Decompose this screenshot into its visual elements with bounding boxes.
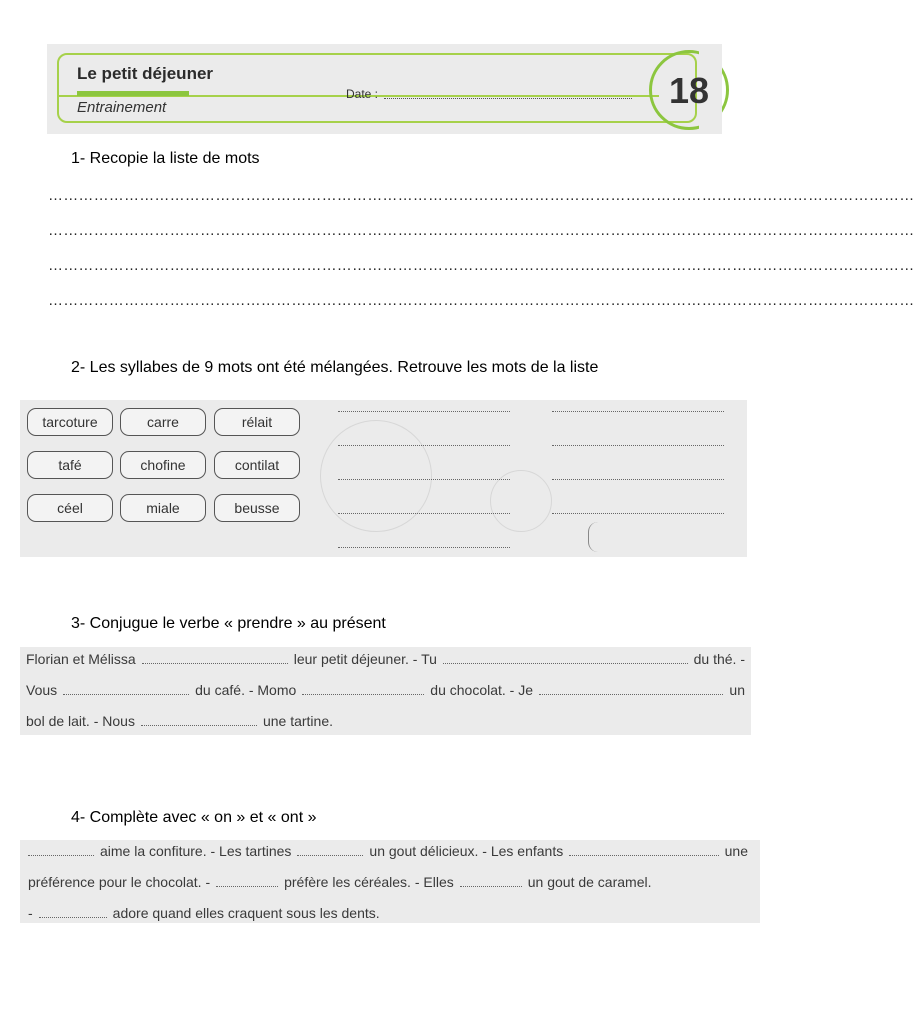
word-answer-line[interactable] [552,479,724,480]
exercise-1-instruction: 1- Recopie la liste de mots [71,150,260,167]
sentence-text: du café. - Momo [195,682,297,698]
exercise-2-instruction: 2- Les syllabes de 9 mots ont été mélangées. Retrouve les mots de la liste [71,359,599,376]
on-ont-blank[interactable] [569,843,718,856]
worksheet-title: Le petit déjeuner [77,64,214,83]
sentence-text: - [28,905,33,921]
syllable-tile: tafé [27,451,113,479]
exercise-3-instruction: 3- Conjugue le verbe « prendre » au présent [71,615,386,632]
sentence-text: leur petit déjeuner. - Tu [293,651,437,667]
syllable-tile: tarcoture [27,408,113,436]
sentence-text: une [724,843,748,859]
on-ont-blank[interactable] [460,874,522,887]
sentence-text: un gout de caramel. [527,874,652,890]
sentence-text: aime la confiture. - Les tartines [100,843,292,859]
word-answer-line[interactable] [338,547,510,548]
syllable-tile: carre [120,408,206,436]
syllable-tile: céel [27,494,113,522]
verb-blank[interactable] [443,651,688,664]
on-ont-blank[interactable] [28,843,94,856]
date-field[interactable] [384,98,632,99]
exercise-4-instruction: 4- Complète avec « on » et « ont » [71,809,317,826]
verb-blank[interactable] [142,651,288,664]
syllable-tile: beusse [214,494,300,522]
sentence-text: un [729,682,745,698]
steam-icon [588,522,603,552]
word-answer-line[interactable] [338,445,510,446]
sentence-text: bol de lait. - Nous [26,713,135,729]
word-answer-line[interactable] [338,479,510,480]
worksheet-subtitle: Entrainement [77,99,167,116]
sentence-text: Vous [26,682,58,698]
answer-line-1[interactable]: ……………………………………………………………………………………………………………………………………………………… [48,187,914,204]
conjugation-panel [20,647,751,735]
sentence-text: du chocolat. - Je [430,682,534,698]
word-answer-line[interactable] [552,513,724,514]
on-ont-blank[interactable] [216,874,278,887]
sentence-text: préférence pour le chocolat. - [28,874,211,890]
on-ont-panel [20,840,760,923]
syllable-tile: rélait [214,408,300,436]
answer-line-3[interactable]: ……………………………………………………………………………………………………………………………………………………… [48,257,914,274]
worksheet-number: 18 [669,70,710,111]
syllables-panel [20,400,747,557]
answer-line-2[interactable]: ……………………………………………………………………………………………………………………………………………………… [48,222,914,239]
verb-blank[interactable] [302,682,424,695]
date-label: Date : [346,87,379,101]
sentence-text: une tartine. [262,713,334,729]
syllable-tile: chofine [120,451,206,479]
word-answer-line[interactable] [552,411,724,412]
verb-blank[interactable] [539,682,723,695]
sentence-text: Florian et Mélissa [26,651,136,667]
syllable-tile: miale [120,494,206,522]
on-ont-blank[interactable] [39,905,107,918]
word-answer-line[interactable] [338,513,510,514]
answer-line-4[interactable]: ……………………………………………………………………………………………………………………………………………………… [48,292,914,309]
on-ont-blank[interactable] [297,843,363,856]
word-answer-line[interactable] [552,445,724,446]
sentence-text: un gout délicieux. - Les enfants [369,843,564,859]
verb-blank[interactable] [141,713,257,726]
header-accent-bar [77,91,189,96]
sentence-text: adore quand elles craquent sous les dents. [112,905,380,921]
verb-blank[interactable] [63,682,189,695]
syllable-tile: contilat [214,451,300,479]
worksheet-header [47,44,722,134]
word-answer-line[interactable] [338,411,510,412]
sentence-text: préfère les céréales. - Elles [284,874,454,890]
sentence-text: du thé. - [693,651,745,667]
